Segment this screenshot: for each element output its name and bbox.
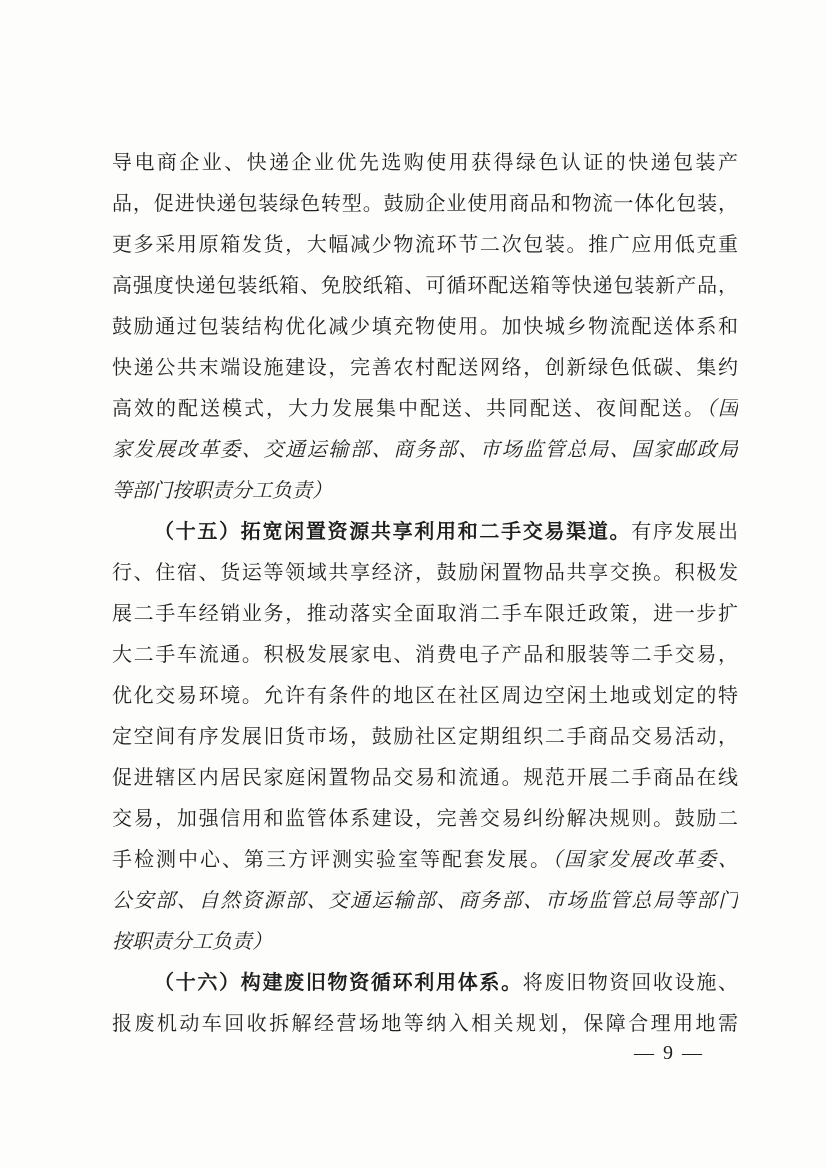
text-segment-regular: 促进辖区内居民家庭闲置物品交易和流通。规范开展二手商品在线	[112, 767, 738, 789]
text-segment-kai: 公安部、自然资源部、交通运输部、商务部、市场监管总局等部门	[112, 890, 738, 912]
document-body	[112, 143, 738, 1045]
text-line-8	[112, 430, 738, 471]
text-line-7	[112, 389, 738, 430]
text-segment-regular: 展二手车经销业务，推动落实全面取消二手车限迁政策，进一步扩	[112, 603, 738, 625]
text-segment-bold: （十五）拓宽闲置资源共享利用和二手交易渠道。	[154, 521, 632, 543]
page-number: — 9 —	[634, 1042, 704, 1064]
text-segment-regular: 大二手车流通。积极发展家电、消费电子产品和服装等二手交易，	[112, 644, 738, 666]
text-segment-regular: 行、住宿、货运等领域共享经济，鼓励闲置物品共享交换。积极发	[112, 562, 738, 584]
text-segment-kai: （国	[706, 398, 738, 420]
text-segment-kai: 家发展改革委、交通运输部、商务部、市场监管总局、国家邮政局	[112, 439, 738, 461]
text-line-14	[112, 676, 738, 717]
text-line-5	[112, 307, 738, 348]
text-line-3	[112, 225, 738, 266]
text-segment-regular: 将废旧物资回收设施、	[522, 972, 738, 994]
text-segment-regular: 高强度快递包装纸箱、免胶纸箱、可循环配送箱等快递包装新产品，	[112, 275, 738, 297]
text-segment-bold: （十六）构建废旧物资循环利用体系。	[154, 972, 523, 994]
text-segment-regular: 手检测中心、第三方评测实验室等配套发展。	[112, 849, 552, 871]
text-segment-regular: 鼓励通过包装结构优化减少填充物使用。加快城乡物流配送体系和	[112, 316, 738, 338]
text-line-13	[112, 635, 738, 676]
text-line-18	[112, 840, 738, 881]
text-line-1	[112, 143, 738, 184]
text-segment-regular: 更多采用原箱发货，大幅减少物流环节二次包装。推广应用低克重	[112, 234, 738, 256]
text-segment-regular: 高效的配送模式，大力发展集中配送、共同配送、夜间配送。	[112, 398, 706, 420]
text-line-17	[112, 799, 738, 840]
text-segment-regular: 快递公共末端设施建设，完善农村配送网络，创新绿色低碳、集约	[112, 357, 738, 379]
text-line-2	[112, 184, 738, 225]
text-line-6	[112, 348, 738, 389]
text-segment-regular: 交易，加强信用和监管体系建设，完善交易纠纷解决规则。鼓励二	[112, 808, 738, 830]
text-line-4	[112, 266, 738, 307]
text-line-15	[112, 717, 738, 758]
text-segment-kai: （国家发展改革委、	[552, 849, 738, 871]
text-segment-regular: 优化交易环境。允许有条件的地区在社区周边空闲土地或划定的特	[112, 685, 738, 707]
text-line-12	[112, 594, 738, 635]
text-segment-regular: 有序发展出	[631, 521, 738, 543]
text-line-19	[112, 881, 738, 922]
text-line-20	[112, 922, 738, 963]
text-segment-regular: 品，促进快递包装绿色转型。鼓励企业使用商品和物流一体化包装，	[112, 193, 738, 215]
text-segment-regular: 导电商企业、快递企业优先选购使用获得绿色认证的快递包装产	[112, 152, 738, 174]
text-line-9	[112, 471, 738, 512]
text-segment-regular: 报废机动车回收拆解经营场地等纳入相关规划，保障合理用地需	[112, 1013, 738, 1035]
text-line-21	[112, 963, 738, 1004]
text-line-10	[112, 512, 738, 553]
text-segment-kai: 按职责分工负责）	[112, 931, 272, 953]
text-segment-kai: 等部门按职责分工负责）	[112, 480, 332, 502]
text-line-16	[112, 758, 738, 799]
text-segment-regular: 定空间有序发展旧货市场，鼓励社区定期组织二手商品交易活动，	[112, 726, 738, 748]
text-line-11	[112, 553, 738, 594]
